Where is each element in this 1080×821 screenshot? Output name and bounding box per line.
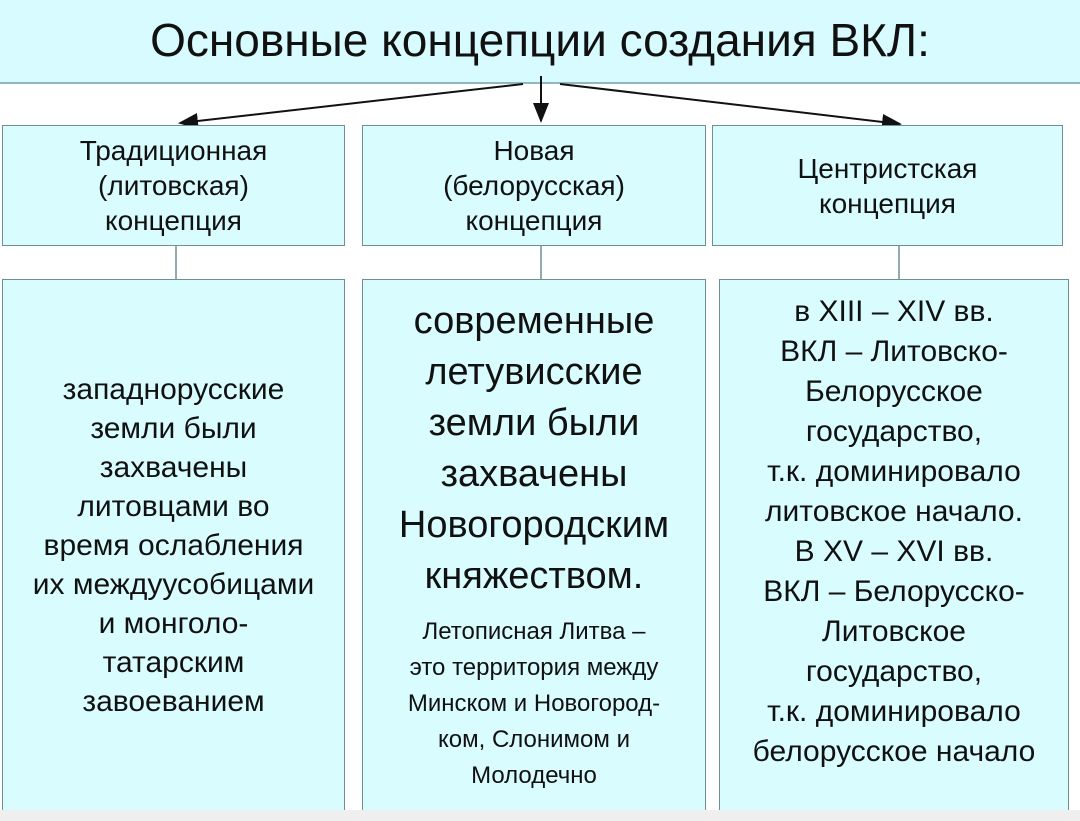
heading-text: Традиционная (литовская) концепция bbox=[79, 135, 268, 236]
bottom-strip bbox=[0, 810, 1080, 821]
body-text: современные летувисские земли были захвачены Новогородским княжеством. bbox=[398, 300, 670, 597]
traditional-concept-heading bbox=[2, 125, 345, 246]
body-text: в XIII – XIV вв. ВКЛ – Литовско- Белорусское государство, т.к. доминировало литовское начало. В XV – XVI вв. ВКЛ – Белорусско- Литовское государство, т.к. доминировало белорусское начало bbox=[752, 295, 1036, 768]
arrow-right bbox=[560, 84, 900, 124]
heading-text: Центристская концепция bbox=[797, 152, 978, 219]
arrow-left bbox=[180, 84, 523, 123]
centrist-concept-body bbox=[719, 279, 1069, 821]
body-text: западнорусские земли были захвачены литовцами во время ослабления их междуусобицами и монголо- татарским завоеванием bbox=[32, 373, 315, 718]
note-text: Летописная Литва – это территория между Минском и Новогород- ком, Слонимом и Молодечно bbox=[407, 618, 661, 789]
traditional-concept-body bbox=[2, 279, 345, 821]
heading-text: Новая (белорусская) концепция bbox=[443, 135, 625, 236]
new-concept-heading bbox=[362, 125, 706, 246]
page-title: Основные концепции создания ВКЛ: bbox=[150, 14, 930, 66]
centrist-concept-heading bbox=[712, 125, 1063, 246]
new-concept-body bbox=[362, 279, 706, 821]
